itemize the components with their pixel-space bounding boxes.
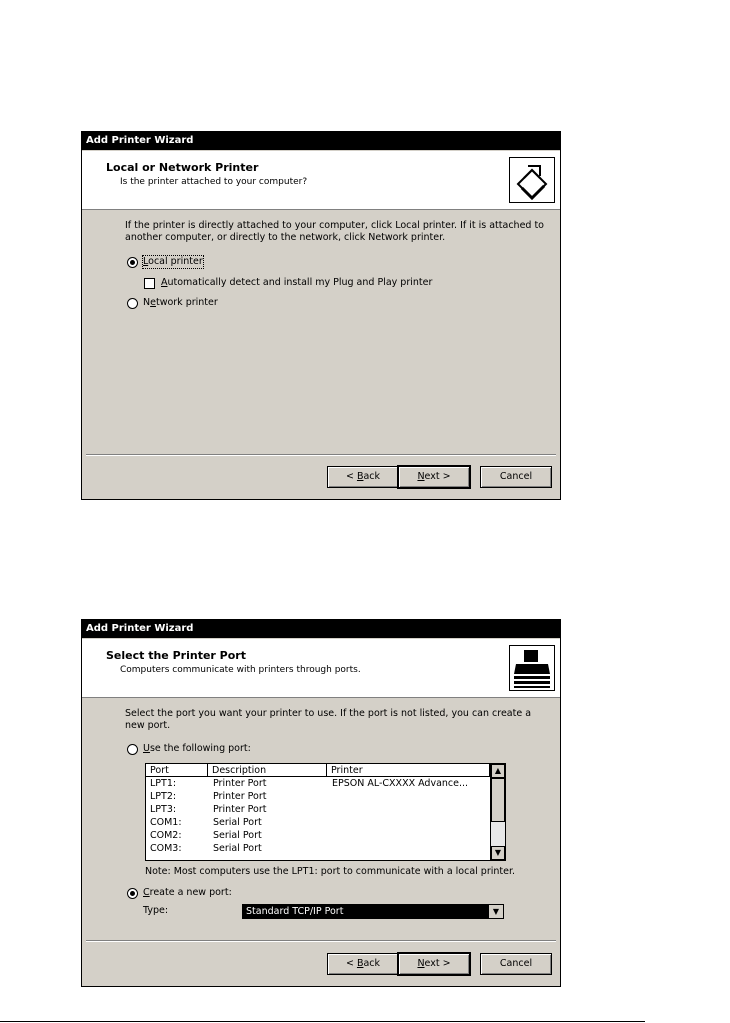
- description-cell: Printer Port: [213, 791, 267, 802]
- scroll-down-icon[interactable]: ▼: [491, 846, 505, 860]
- back-button-pre: <: [345, 958, 357, 969]
- back-button-text: ack: [363, 958, 381, 969]
- port-note: Note: Most computers use the LPT1: port to communicate with a local printer.: [145, 866, 516, 877]
- network-printer-pre: N: [143, 297, 151, 308]
- back-button-pre: <: [345, 471, 357, 482]
- port-cell: COM3:: [150, 843, 182, 854]
- port-type-select[interactable]: [242, 904, 504, 919]
- description-cell: Serial Port: [213, 817, 262, 828]
- intro-text-line1: Select the port you want your printer to use. If the port is not listed, you can create a: [125, 708, 532, 719]
- port-cell: COM1:: [150, 817, 182, 828]
- use-following-port-label[interactable]: [143, 743, 251, 755]
- description-cell: Serial Port: [213, 830, 262, 841]
- back-button[interactable]: [327, 953, 399, 975]
- next-button[interactable]: [398, 953, 470, 975]
- port-cell: LPT3:: [150, 804, 177, 815]
- wizard-header: [82, 639, 560, 698]
- printer-port-icon: [509, 645, 555, 691]
- printer-icon: [509, 157, 555, 203]
- column-header-printer[interactable]: Printer: [327, 764, 490, 777]
- description-cell: Printer Port: [213, 804, 267, 815]
- back-button[interactable]: [327, 466, 399, 488]
- create-new-port-label[interactable]: [143, 887, 232, 899]
- printer-cell: EPSON AL-CXXXX Advance...: [332, 778, 469, 789]
- list-scrollbar[interactable]: [490, 764, 505, 860]
- port-cell: LPT2:: [150, 791, 177, 802]
- next-button-text: ext >: [424, 958, 451, 969]
- cancel-button[interactable]: Cancel: [480, 466, 552, 488]
- radio-selected-dot: [130, 260, 135, 265]
- back-button-text: ack: [363, 471, 381, 482]
- chevron-down-icon[interactable]: ▼: [488, 905, 503, 918]
- next-button-accel: N: [417, 471, 425, 482]
- use-port-text: se the following port:: [149, 743, 251, 754]
- local-printer-label[interactable]: [143, 256, 203, 268]
- footer-separator: [86, 454, 556, 456]
- auto-detect-label[interactable]: [161, 277, 432, 289]
- network-printer-text: twork printer: [155, 297, 218, 308]
- next-button[interactable]: [398, 466, 470, 488]
- description-cell: Serial Port: [213, 843, 262, 854]
- page-divider: [0, 1021, 645, 1022]
- intro-text-line2: new port.: [125, 720, 171, 731]
- local-printer-accel: L: [143, 256, 149, 267]
- port-cell: COM2:: [150, 830, 182, 841]
- port-type-value: Standard TCP/IP Port: [246, 906, 344, 917]
- scroll-thumb[interactable]: [491, 778, 505, 822]
- radio-selected-dot: [130, 891, 135, 896]
- port-list[interactable]: [145, 763, 506, 861]
- back-button-accel: B: [356, 958, 364, 969]
- description-cell: Printer Port: [213, 778, 267, 789]
- network-printer-radio[interactable]: [127, 298, 138, 309]
- back-button-accel: B: [356, 471, 364, 482]
- intro-text-line1: If the printer is directly attached to your computer, click Local printer. If it is attached to: [125, 220, 544, 231]
- create-new-port-radio[interactable]: [127, 888, 138, 899]
- network-printer-label[interactable]: [143, 297, 218, 309]
- scroll-up-icon[interactable]: ▲: [491, 764, 505, 778]
- page-subtitle: Computers communicate with printers through ports.: [120, 665, 361, 675]
- local-printer-radio[interactable]: [127, 257, 138, 268]
- intro-text-line2: another computer, or directly to the network, click Network printer.: [125, 232, 446, 243]
- type-label: Type:: [143, 905, 169, 916]
- next-button-text: ext >: [424, 471, 451, 482]
- column-header-description[interactable]: Description: [208, 764, 327, 777]
- create-port-text: reate a new port:: [149, 887, 232, 898]
- auto-detect-checkbox[interactable]: [144, 278, 155, 289]
- footer-separator: [86, 940, 556, 942]
- add-printer-wizard-dialog-local: [81, 131, 561, 500]
- port-cell: LPT1:: [150, 778, 177, 789]
- auto-detect-text: utomatically detect and install my Plug and Play printer: [167, 277, 433, 288]
- page-title: Select the Printer Port: [106, 649, 246, 662]
- local-printer-text: ocal printer: [148, 256, 203, 267]
- create-port-accel: C: [143, 887, 150, 898]
- column-header-port[interactable]: Port: [146, 764, 208, 777]
- dialog-title: Add Printer Wizard: [82, 620, 560, 638]
- network-printer-accel: e: [150, 297, 156, 308]
- cancel-button[interactable]: Cancel: [480, 953, 552, 975]
- add-printer-wizard-dialog-port: [81, 619, 561, 987]
- next-button-accel: N: [417, 958, 425, 969]
- page-title: Local or Network Printer: [106, 161, 259, 174]
- page-subtitle: Is the printer attached to your computer?: [120, 177, 308, 187]
- dialog-title: Add Printer Wizard: [82, 132, 560, 150]
- wizard-header: [82, 151, 560, 210]
- use-port-accel: U: [143, 743, 150, 754]
- use-following-port-radio[interactable]: [127, 744, 138, 755]
- auto-detect-accel: A: [161, 277, 168, 288]
